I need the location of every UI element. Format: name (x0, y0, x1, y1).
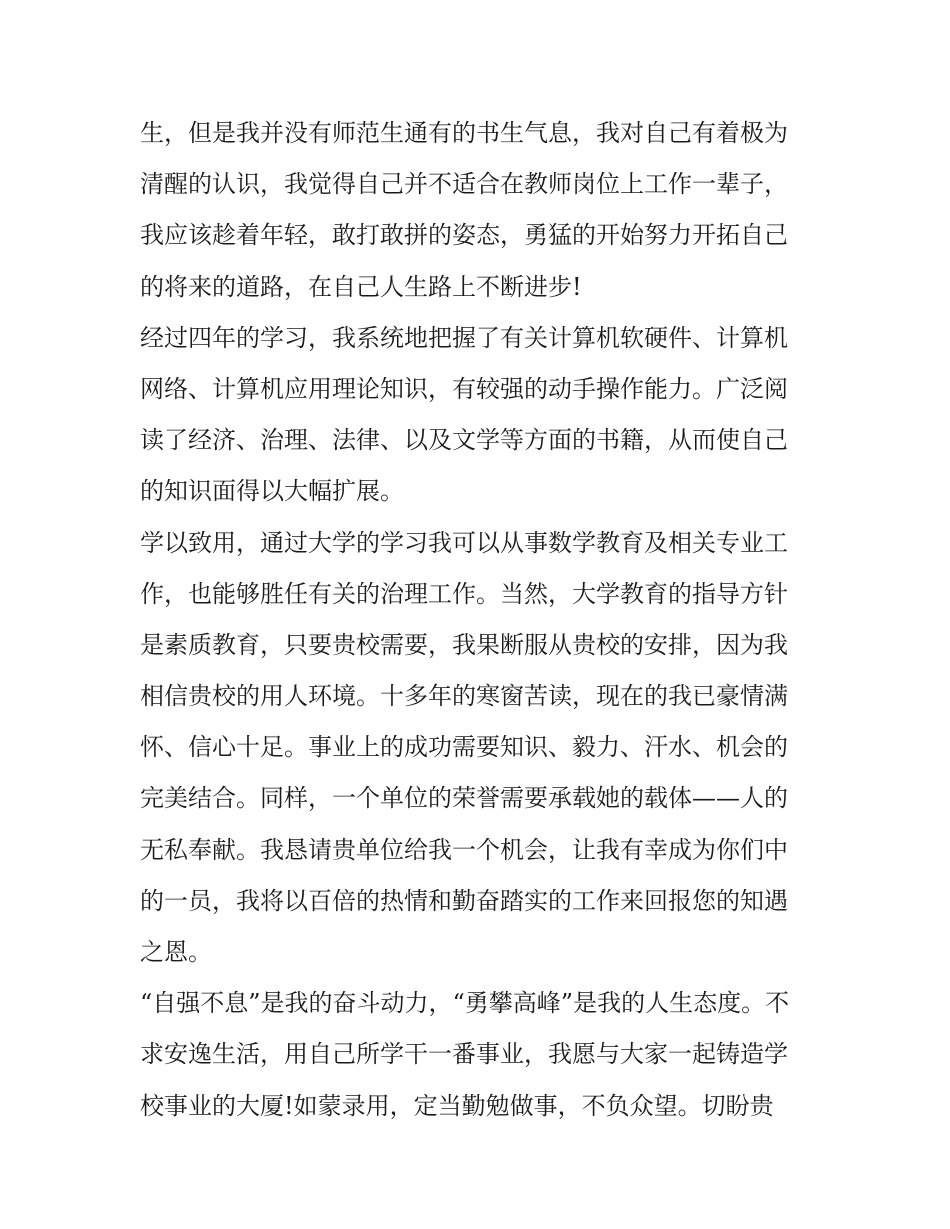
text-line: 的将来的道路，在自己人生路上不断进步! (140, 272, 582, 301)
body-text (140, 108, 812, 1132)
text-line: 的一员，我将以百倍的热情和勤奋踏实的工作来回报您的知遇 (140, 886, 788, 915)
text-line: 我应该趁着年轻，敢打敢拼的姿态，勇猛的开始努力开拓自己 (140, 221, 788, 250)
text-line: 求安逸生活，用自己所学干一番事业，我愿与大家一起铸造学 (140, 1040, 788, 1069)
text-line: 经过四年的学习，我系统地把握了有关计算机软硬件、计算机 (140, 323, 788, 352)
text-line: 相信贵校的用人环境。十多年的寒窗苦读，现在的我已豪情满 (140, 682, 788, 711)
text-line: 无私奉献。我恳请贵单位给我一个机会，让我有幸成为你们中 (140, 835, 788, 864)
text-line: “自强不息”是我的奋斗动力，“勇攀高峰”是我的人生态度。不 (140, 989, 790, 1018)
text-line: 的知识面得以大幅扩展。 (140, 477, 404, 506)
text-line: 完美结合。同样，一个单位的荣誉需要承载她的载体——人的 (140, 784, 788, 813)
text-line: 清醒的认识，我觉得自己并不适合在教师岗位上工作一辈子， (140, 170, 788, 199)
text-line: 是素质教育，只要贵校需要，我果断服从贵校的安排，因为我 (140, 630, 788, 659)
text-line: 校事业的大厦!如蒙录用，定当勤勉做事，不负众望。切盼贵 (140, 1091, 774, 1120)
text-line: 学以致用，通过大学的学习我可以从事数学教育及相关专业工 (140, 528, 788, 557)
text-line: 之恩。 (140, 938, 212, 966)
text-line: 读了经济、治理、法律、以及文学等方面的书籍，从而使自己 (140, 426, 788, 455)
text-line: 生，但是我并没有师范生通有的书生气息，我对自己有着极为 (140, 119, 788, 147)
text-line: 网络、计算机应用理论知识，有较强的动手操作能力。广泛阅 (140, 374, 788, 403)
text-line: 作，也能够胜任有关的治理工作。当然，大学教育的指导方针 (140, 579, 788, 608)
text-line: 怀、信心十足。事业上的成功需要知识、毅力、汗水、机会的 (140, 733, 788, 762)
